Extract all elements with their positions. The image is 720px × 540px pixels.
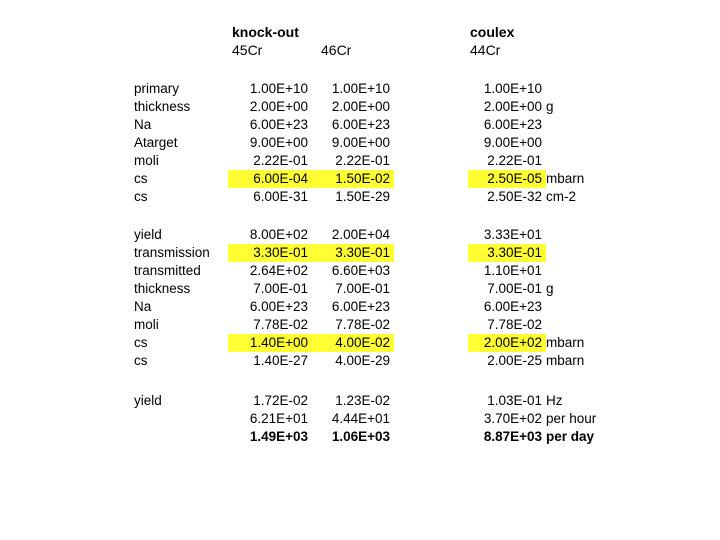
value-46cr: 2.00E+04 — [331, 227, 390, 242]
value-45cr: 6.00E-04 — [253, 171, 308, 186]
row-label: moli — [134, 317, 159, 332]
value-46cr: 4.00E-02 — [335, 335, 390, 350]
value-44cr: 7.00E-01 — [487, 281, 542, 296]
value-46cr: 1.06E+03 — [331, 429, 390, 444]
value-46cr: 2.22E-01 — [335, 153, 390, 168]
row-label: transmission — [134, 245, 210, 260]
value-46cr: 6.00E+23 — [331, 299, 390, 314]
table-row — [0, 298, 720, 316]
value-45cr: 6.00E+23 — [249, 299, 308, 314]
value-45cr: 7.78E-02 — [253, 317, 308, 332]
col-45cr-heading: 45Cr — [232, 42, 263, 58]
row-label: cs — [134, 335, 148, 350]
table-row-highlighted — [0, 334, 720, 352]
col-46cr-heading: 46Cr — [321, 42, 352, 58]
table-row — [0, 392, 720, 410]
row-label: yield — [134, 393, 162, 408]
value-44cr: 1.00E+10 — [483, 81, 542, 96]
value-45cr: 1.00E+10 — [249, 81, 308, 96]
value-45cr: 2.64E+02 — [249, 263, 308, 278]
value-46cr: 3.30E-01 — [335, 245, 390, 260]
value-46cr: 7.78E-02 — [335, 317, 390, 332]
value-45cr: 1.49E+03 — [249, 429, 308, 444]
value-44cr: 2.00E-25 — [487, 353, 542, 368]
value-45cr: 2.00E+00 — [249, 99, 308, 114]
row-label: Na — [134, 299, 152, 314]
value-44cr: 1.03E-01 — [487, 393, 542, 408]
value-45cr: 1.40E-27 — [253, 353, 308, 368]
value-44cr: 3.70E+02 — [483, 411, 542, 426]
value-44cr: 2.50E-05 — [487, 171, 542, 186]
value-44cr: 6.00E+23 — [483, 299, 542, 314]
value-45cr: 3.30E-01 — [253, 245, 308, 260]
value-44cr: 2.00E+00 — [483, 99, 542, 114]
row-label: yield — [134, 227, 162, 242]
row-label: cs — [134, 189, 148, 204]
value-44cr: 2.22E-01 — [487, 153, 542, 168]
value-45cr: 6.21E+01 — [249, 411, 308, 426]
unit: per day — [546, 429, 595, 444]
value-45cr: 6.00E+23 — [249, 117, 308, 132]
unit: cm-2 — [546, 189, 576, 204]
value-45cr: 2.22E-01 — [253, 153, 308, 168]
value-46cr: 7.00E-01 — [335, 281, 390, 296]
table-row-highlighted — [0, 170, 720, 188]
table-row — [0, 98, 720, 116]
table-row — [0, 352, 720, 370]
value-46cr: 1.50E-29 — [335, 189, 390, 204]
row-label: moli — [134, 153, 159, 168]
knockout-heading: knock-out — [232, 24, 299, 40]
table-row — [0, 188, 720, 206]
row-label: Na — [134, 117, 152, 132]
value-44cr: 2.50E-32 — [487, 189, 542, 204]
col-44cr-heading: 44Cr — [470, 42, 501, 58]
coulex-heading: coulex — [470, 24, 515, 40]
value-46cr: 9.00E+00 — [331, 135, 390, 150]
value-44cr: 8.87E+03 — [483, 429, 542, 444]
value-44cr: 6.00E+23 — [483, 117, 542, 132]
value-45cr: 1.40E+00 — [249, 335, 308, 350]
value-44cr: 7.78E-02 — [487, 317, 542, 332]
value-46cr: 6.60E+03 — [331, 263, 390, 278]
unit: Hz — [546, 393, 563, 408]
table-row — [0, 134, 720, 152]
table-row — [0, 410, 720, 428]
row-label: thickness — [134, 99, 191, 114]
unit: g — [546, 281, 554, 296]
value-44cr: 3.30E-01 — [487, 245, 542, 260]
value-45cr: 8.00E+02 — [249, 227, 308, 242]
table-row — [0, 80, 720, 98]
value-46cr: 1.50E-02 — [335, 171, 390, 186]
value-46cr: 4.00E-29 — [335, 353, 390, 368]
row-label: Atarget — [134, 135, 178, 150]
row-label: cs — [134, 171, 148, 186]
table-row-total — [0, 428, 720, 446]
value-45cr: 9.00E+00 — [249, 135, 308, 150]
unit: mbarn — [546, 335, 585, 350]
table-row — [0, 226, 720, 244]
unit: mbarn — [546, 353, 585, 368]
value-44cr: 1.10E+01 — [483, 263, 542, 278]
row-label: transmitted — [134, 263, 201, 278]
row-label: cs — [134, 353, 148, 368]
table-row — [0, 152, 720, 170]
value-46cr: 2.00E+00 — [331, 99, 390, 114]
unit: g — [546, 99, 554, 114]
table-row — [0, 116, 720, 134]
value-45cr: 6.00E-31 — [253, 189, 308, 204]
table-row — [0, 316, 720, 334]
value-46cr: 6.00E+23 — [331, 117, 390, 132]
unit: mbarn — [546, 171, 585, 186]
table-row-highlighted — [0, 244, 720, 262]
value-44cr: 9.00E+00 — [483, 135, 542, 150]
value-45cr: 7.00E-01 — [253, 281, 308, 296]
value-46cr: 4.44E+01 — [331, 411, 390, 426]
table-row — [0, 280, 720, 298]
row-label: primary — [134, 81, 180, 96]
unit: per hour — [546, 411, 597, 426]
value-45cr: 1.72E-02 — [253, 393, 308, 408]
value-44cr: 2.00E+02 — [483, 335, 542, 350]
value-46cr: 1.23E-02 — [335, 393, 390, 408]
row-label: thickness — [134, 281, 191, 296]
value-46cr: 1.00E+10 — [331, 81, 390, 96]
table-row — [0, 262, 720, 280]
value-44cr: 3.33E+01 — [483, 227, 542, 242]
